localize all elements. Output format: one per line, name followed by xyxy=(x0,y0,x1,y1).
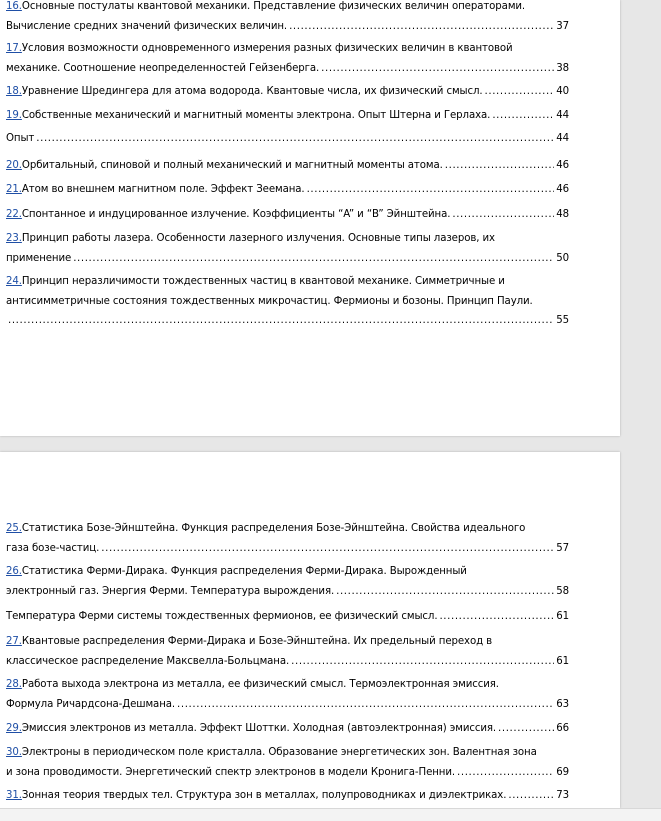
toc-link-number[interactable]: 19. xyxy=(6,110,22,121)
toc-entry-text: механике. Соотношение неопределенностей Гейзенберга. xyxy=(6,62,320,74)
toc-page-number: 44 xyxy=(556,110,569,121)
toc-entry-text: Принцип работы лазера. Особенности лазерного излучения. Основные типы лазеров, их xyxy=(21,233,495,244)
toc-link-number[interactable]: 26. xyxy=(6,566,22,577)
toc-page-number: 46 xyxy=(556,160,569,171)
dot-leader xyxy=(36,129,554,149)
dot-leader xyxy=(321,59,554,79)
toc-page-number: 69 xyxy=(556,766,569,778)
dot-leader xyxy=(336,582,554,602)
dot-leader xyxy=(457,763,554,783)
toc-entry-text: применение xyxy=(6,252,72,264)
toc-entry-text: классическое распределение Максвелла-Больцмана. xyxy=(6,655,290,667)
toc-entry-27[interactable] xyxy=(6,632,569,671)
toc-page-number: 37 xyxy=(556,20,569,32)
toc-page-number: 73 xyxy=(556,790,569,801)
dot-leader xyxy=(485,82,555,102)
dot-leader xyxy=(445,156,554,176)
toc-link-number[interactable]: 28. xyxy=(6,679,22,690)
toc-entry-23[interactable] xyxy=(6,229,569,268)
toc-page-number: 48 xyxy=(556,209,569,220)
toc-entry-19[interactable] xyxy=(6,106,569,126)
toc-link-number[interactable]: 16. xyxy=(6,1,22,12)
toc-entry-text: электронный газ. Энергия Ферми. Температура вырождения. xyxy=(6,585,335,597)
toc-link-number[interactable]: 31. xyxy=(6,790,22,801)
toc-entry-31[interactable] xyxy=(6,786,569,806)
toc-entry-text: газа бозе-частиц. xyxy=(6,542,100,554)
dot-leader xyxy=(8,311,554,331)
dot-leader xyxy=(492,106,554,126)
toc-entry-21[interactable] xyxy=(6,180,569,200)
toc-entry-25[interactable] xyxy=(6,519,569,558)
toc-entry-text: Принцип неразличимости тождественных частиц в квантовой механике. Симметричные и xyxy=(21,276,505,287)
toc-page-number: 46 xyxy=(556,184,569,195)
toc-entry-text: Статистика Ферми-Дирака. Функция распределения Ферми-Дирака. Вырожденный xyxy=(21,566,467,577)
toc-entry-29[interactable] xyxy=(6,719,569,739)
toc-page-number: 63 xyxy=(556,698,569,710)
toc-entry-30[interactable] xyxy=(6,743,569,782)
toc-page-number: 40 xyxy=(556,86,569,97)
dot-leader xyxy=(177,695,554,715)
toc-page-number: 44 xyxy=(556,133,569,144)
toc-entry-26[interactable] xyxy=(6,562,569,601)
dot-leader xyxy=(498,719,554,739)
dot-leader xyxy=(291,652,554,672)
toc-page-number: 38 xyxy=(556,62,569,74)
toc-page-number: 66 xyxy=(556,723,569,734)
toc-link-number[interactable]: 25. xyxy=(6,523,22,534)
toc-link-number[interactable]: 27. xyxy=(6,636,22,647)
toc-entry-22[interactable] xyxy=(6,205,569,225)
toc-entry-text: Работа выхода электрона из металла, ее физический смысл. Термоэлектронная эмиссия. xyxy=(21,679,499,690)
dot-leader xyxy=(452,205,554,225)
toc-entry-text: Спонтанное и индуцированное излучение. Коэффициенты “A” и “B” Эйнштейна. xyxy=(21,209,451,220)
toc-entry-text: Зонная теория твердых тел. Структура зон в металлах, полупроводниках и диэлектриках. xyxy=(21,790,507,801)
toc-entry-text: Уравнение Шредингера для атома водорода. Квантовые числа, их физический смысл. xyxy=(21,86,483,97)
dot-leader xyxy=(307,180,555,200)
toc-entry-28[interactable] xyxy=(6,675,569,714)
dot-leader xyxy=(289,17,554,37)
toc-link-number[interactable]: 18. xyxy=(6,86,22,97)
dot-leader xyxy=(508,786,554,806)
toc-entry-text: Вычисление средних значений физических величин. xyxy=(6,20,288,32)
toc-entry-text: Условия возможности одновременного измерения разных физических величин в квантовой xyxy=(21,43,513,54)
toc-entry-text: Основные постулаты квантовой механики. Представление физических величин операторами. xyxy=(21,1,526,12)
toc-link-number[interactable]: 21. xyxy=(6,184,22,195)
document-page-2 xyxy=(0,452,620,808)
toc-page-number: 61 xyxy=(556,655,569,667)
toc-entry-text: Формула Ричардсона-Дешмана. xyxy=(6,698,176,710)
toc-entry-text: антисимметричные состояния тождественных микрочастиц. Фермионы и бозоны. Принцип Паули. xyxy=(6,295,533,307)
toc-entry-text: и зона проводимости. Энергетический спектр электронов в модели Кронига-Пенни. xyxy=(6,766,456,778)
toc-entry-text: Орбитальный, спиновой и полный механический и магнитный моменты атома. xyxy=(21,160,443,171)
toc-link-number[interactable]: 22. xyxy=(6,209,22,220)
toc-page-number: 55 xyxy=(556,315,569,326)
toc-page-number: 58 xyxy=(556,585,569,597)
dot-leader xyxy=(101,539,554,559)
toc-page-number: 50 xyxy=(556,252,569,264)
status-bar xyxy=(0,808,661,821)
toc-entry-20[interactable] xyxy=(6,156,569,176)
toc-link-number[interactable]: 24. xyxy=(6,276,22,287)
toc-link-number[interactable]: 17. xyxy=(6,43,22,54)
toc-link-number[interactable]: 29. xyxy=(6,723,22,734)
toc-link-number[interactable]: 23. xyxy=(6,233,22,244)
toc-entry-18[interactable] xyxy=(6,82,569,102)
toc-link-number[interactable]: 30. xyxy=(6,747,22,758)
toc-entry-17[interactable] xyxy=(6,39,569,78)
toc-entry-text: Температура Ферми системы тождественных фермионов, ее физический смысл. xyxy=(6,611,438,622)
toc-entry-text: Атом во внешнем магнитном поле. Эффект Зеемана. xyxy=(21,184,305,195)
toc-entry-text: Собственные механический и магнитный моменты электрона. Опыт Штерна и Герлаха. xyxy=(21,110,491,121)
toc-entry-24[interactable] xyxy=(6,272,569,331)
document-page-1 xyxy=(0,0,620,436)
toc-entry-text: Квантовые распределения Ферми-Дирака и Бозе-Эйнштейна. Их предельный переход в xyxy=(21,636,493,647)
toc-entry-opyt[interactable] xyxy=(6,129,569,149)
dot-leader xyxy=(73,249,554,269)
toc-entry-text: Эмиссия электронов из металла. Эффект Шоттки. Холодная (автоэлектронная) эмиссия. xyxy=(21,723,497,734)
toc-entry-text: Электроны в периодическом поле кристалла. Образование энергетических зон. Валентная зона xyxy=(21,747,537,758)
dot-leader xyxy=(439,607,554,627)
toc-entry-text: Статистика Бозе-Эйнштейна. Функция распределения Бозе-Эйнштейна. Свойства идеального xyxy=(21,523,526,534)
toc-link-number[interactable]: 20. xyxy=(6,160,22,171)
toc-entry-text: Опыт xyxy=(6,133,35,144)
toc-page-number: 61 xyxy=(556,611,569,622)
toc-entry-16[interactable] xyxy=(6,0,569,36)
toc-page-number: 57 xyxy=(556,542,569,554)
toc-entry-fermi-temperature[interactable] xyxy=(6,607,569,627)
